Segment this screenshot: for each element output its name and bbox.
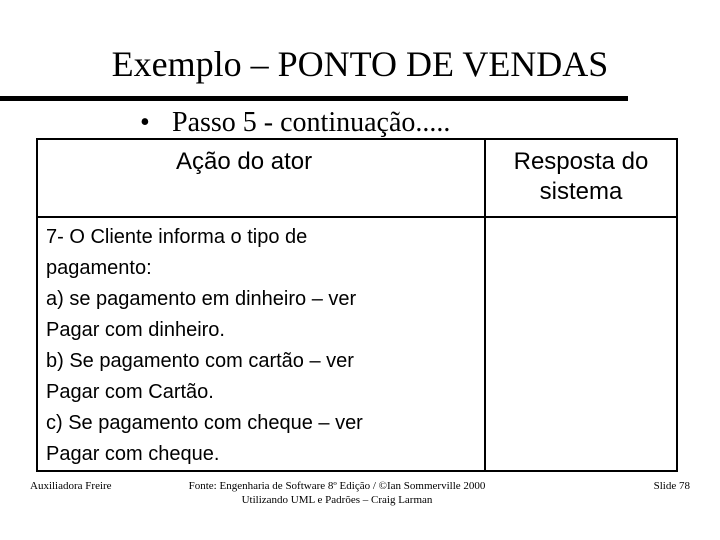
- title-underline: [0, 96, 628, 101]
- slide-title: Exemplo – PONTO DE VENDAS: [111, 44, 609, 84]
- actor-step-line: Pagar com cheque.: [46, 443, 220, 465]
- actor-action-cell: [37, 217, 485, 471]
- actor-step-line: 7- O Cliente informa o tipo de: [46, 226, 308, 248]
- system-response-header: [485, 139, 677, 217]
- table-row: [37, 217, 677, 471]
- system-response-cell: [485, 217, 677, 471]
- system-response-header-text: Resposta do sistema: [513, 148, 649, 205]
- footer-author: Auxiliadora Freire: [30, 480, 112, 492]
- table-header-row: [37, 139, 677, 217]
- actor-step-line: b) Se pagamento com cartão – ver: [46, 350, 354, 372]
- actor-step-line: c) Se pagamento com cheque – ver: [46, 412, 363, 434]
- footer-source: [172, 479, 502, 507]
- actor-action-header-text: Ação do ator: [176, 148, 313, 175]
- actor-step-line: a) se pagamento em dinheiro – ver: [46, 288, 357, 310]
- actor-action-header: [37, 139, 485, 217]
- actor-step-line: pagamento:: [46, 257, 152, 279]
- subtitle-text: Passo 5 - continuação.....: [172, 107, 451, 138]
- actor-step-line: Pagar com dinheiro.: [46, 319, 225, 341]
- use-case-table: [36, 138, 678, 472]
- slide-number: Slide 78: [653, 480, 690, 492]
- footer-source-line: Fonte: Engenharia de Software 8º Edição / ©Ian Sommerville 2000: [188, 480, 486, 492]
- subtitle: [140, 107, 450, 139]
- actor-step-line: Pagar com Cartão.: [46, 381, 214, 403]
- bullet-icon: •: [140, 107, 150, 138]
- footer-source-line: Utilizando UML e Padrões – Craig Larman: [241, 494, 433, 506]
